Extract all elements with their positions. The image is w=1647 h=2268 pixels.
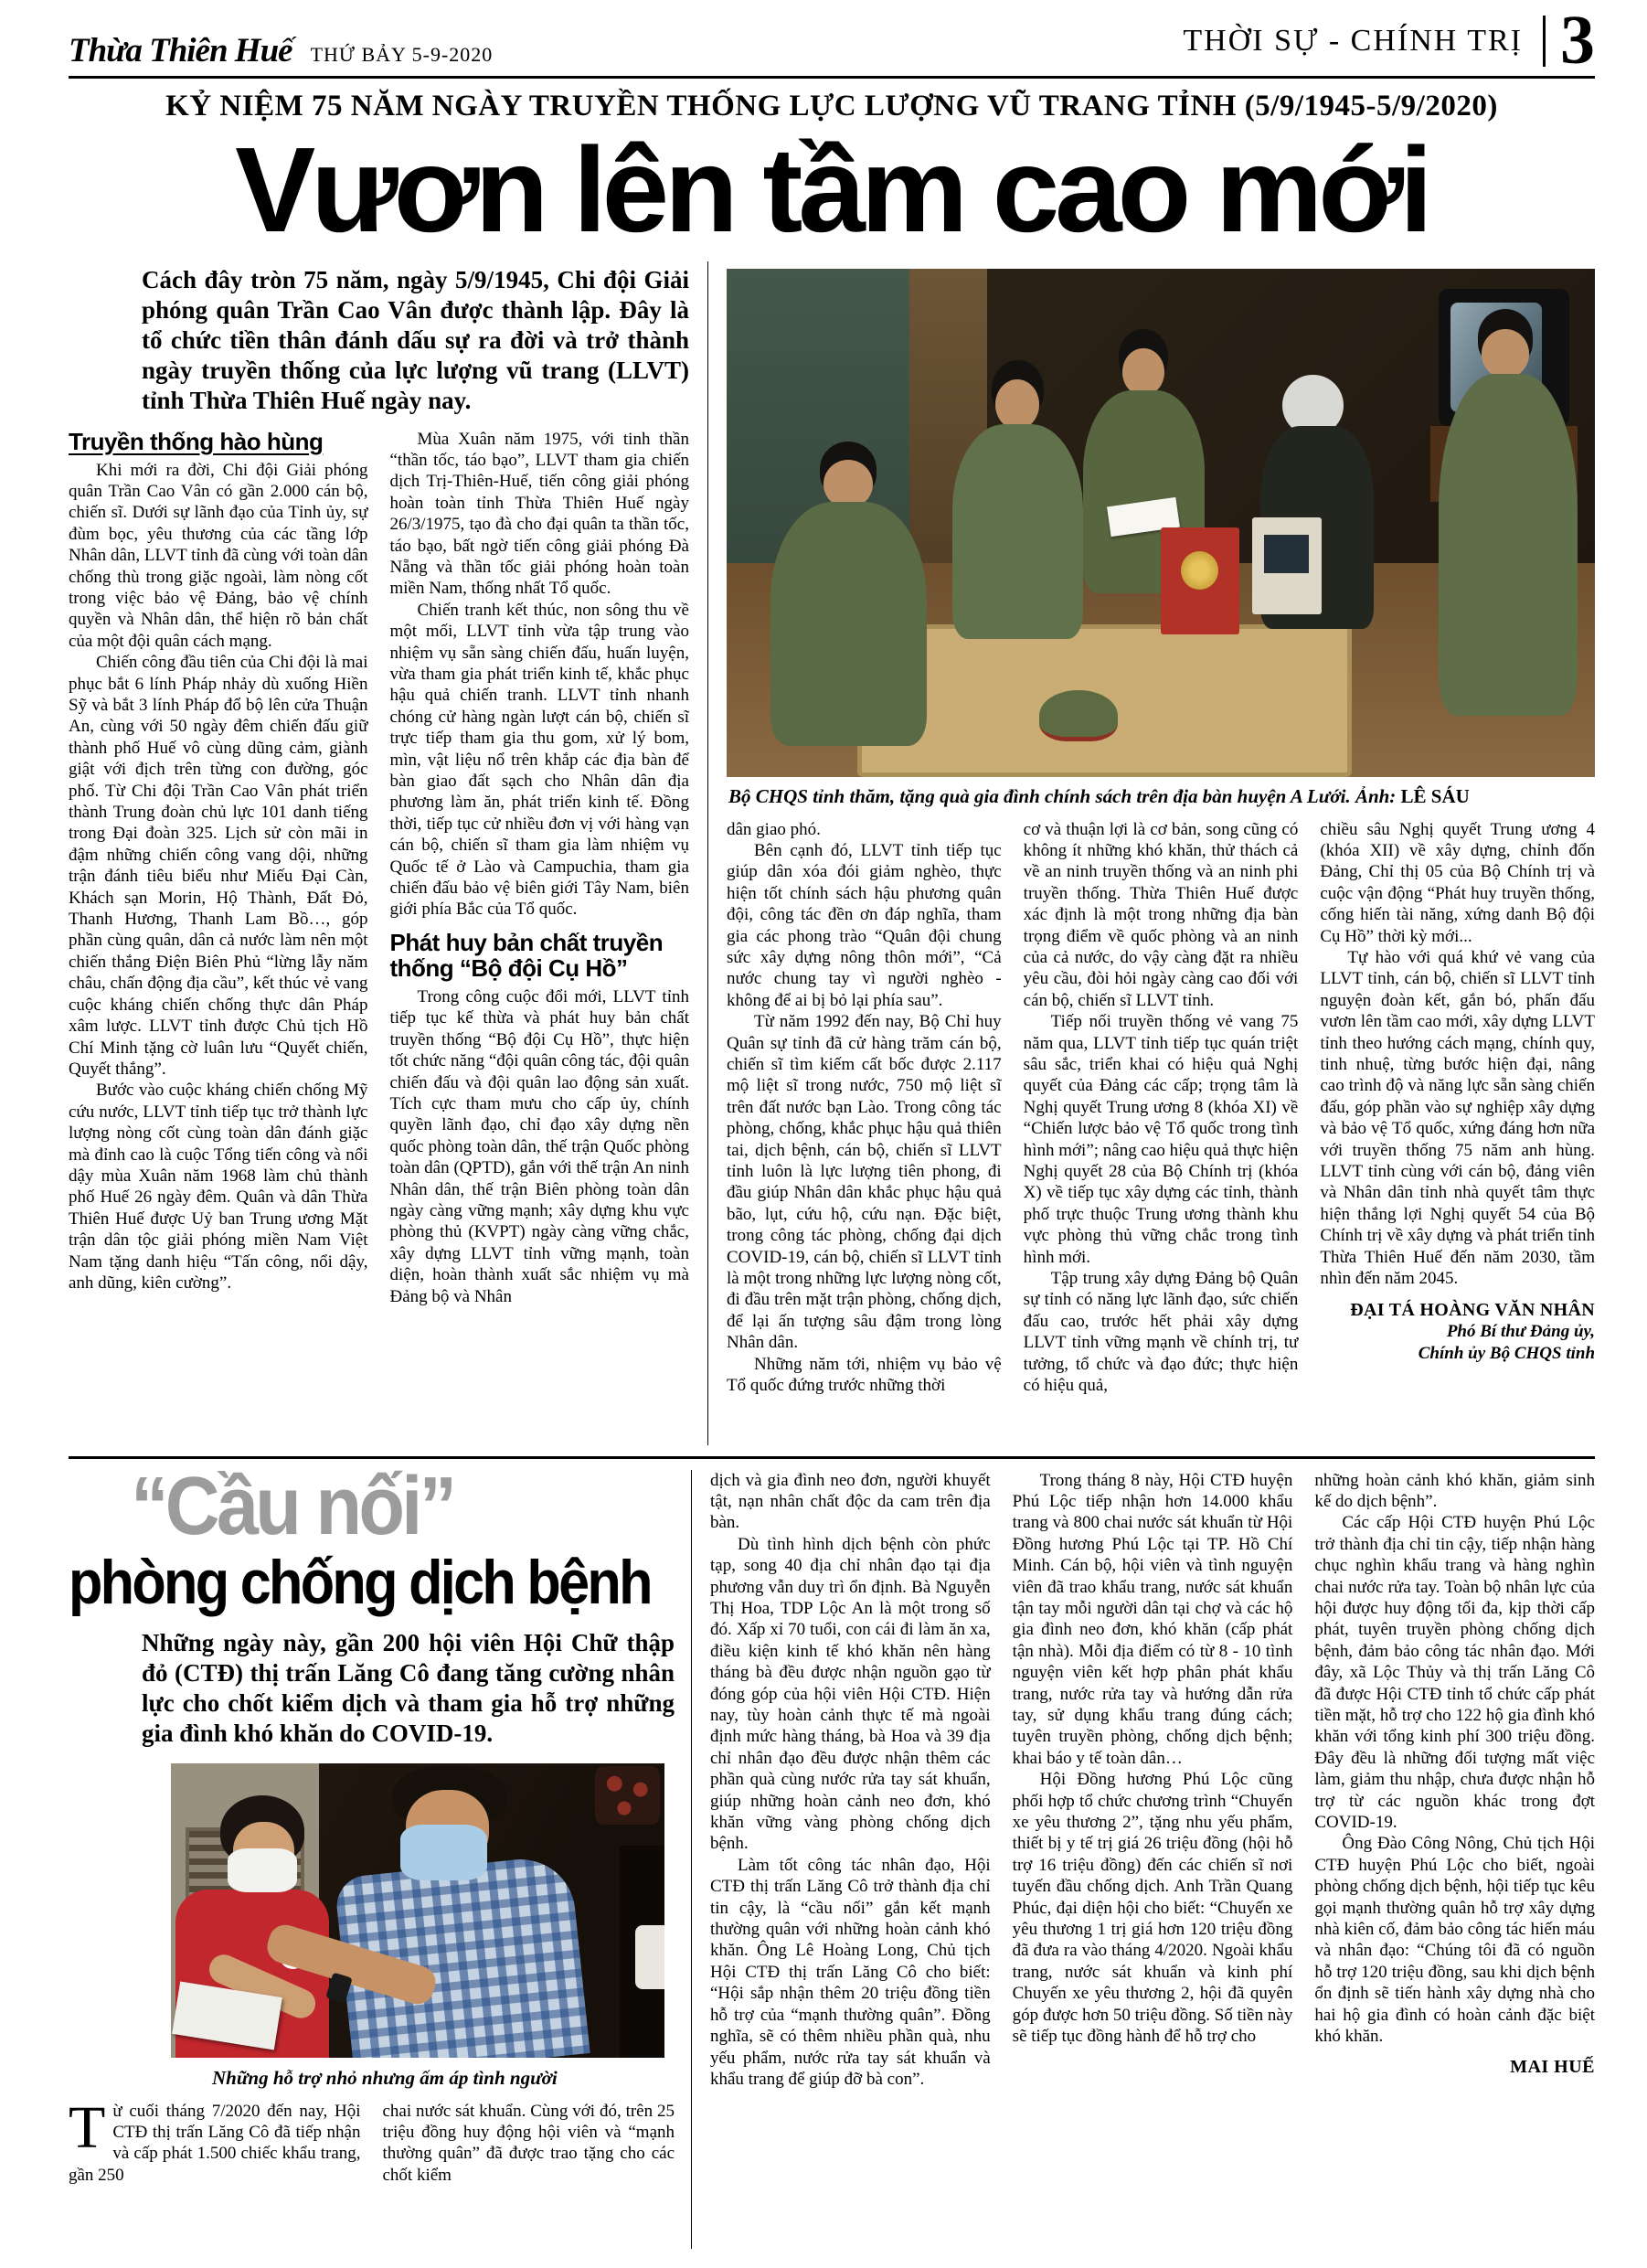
author-signature: ĐẠI TÁ HOÀNG VĂN NHÂN (1350, 1300, 1595, 1321)
text-column-c (710, 1470, 991, 2249)
article-main-right-region (708, 261, 1595, 1445)
caption-credit-name: LÊ SÁU (1400, 784, 1470, 807)
photo2-background-person-sleeve (635, 1925, 664, 1990)
masthead-logo: Thừa Thiên Huế (69, 32, 292, 69)
body-paragraph: Chiến công đầu tiên của Chi đội là mai phục bắt 6 lính Pháp nhảy dù xuống Hiền Sỹ và bắt 3 lính Pháp đổ bộ lên cửa Thuận An, cùng với 50 ngày đêm chiến đấu giữ thành phố Huế vô cùng dũng cảm, giành giật với địch trên từng con đường, góc phố. Từ Chi đội Trần Cao Vân phát triển thành Trung đoàn chủ lực 101 danh tiếng trong Đại đoàn 325. Lịch sử còn mãi in đậm những chiến công vang dội, những trận đánh tiêu biểu như Miếu Đại Càn, Khách sạn Morin, Hộ Thành, Đất Đỏ, Thanh Hương, Thanh Lam Bồ…, góp phần cùng quân, dân cả nước làm nên một chiến thắng Điện Biên Phủ “lừng lẫy năm châu, chấn động địa cầu”, kết thúc vẻ vang cuộc kháng chiến chống thực dân Pháp xâm lược. LLVT tỉnh được Chủ tịch Hồ Chí Minh tặng cờ luân lưu “Quyết chiến, Quyết thắng”. (69, 653, 368, 1079)
body-paragraph: Tiếp nối truyền thống vẻ vang 75 năm qua, LLVT tỉnh tiếp tục quán triệt sâu sắc, triển khai có hiệu quả Nghị quyết của Đảng các cấp; trọng tâm là Nghị quyết Trung ương 8 (khóa XI) về “Chiến lược bảo vệ Tổ quốc trong tình hình mới”; nâng cao hiệu quả thực hiện Nghị quyết 28 của Bộ Chính trị (khóa X) về tiếp tục xây dựng các tỉnh, thành phố trực thuộc Trung ương thành khu vực phòng thủ vững chắc trong tình hình mới. (1023, 1012, 1299, 1267)
body-paragraph: Bên cạnh đó, LLVT tỉnh tiếp tục giúp dân xóa đói giảm nghèo, thực hiện tốt chính sách hậu phương quân đội, công tác đền ơn đáp nghĩa, tham gia các phong trào “Quân đội chung sức xây dựng nông thôn mới”, “Cả nước chung tay vì người nghèo - không để ai bị bỏ lại phía sau”. (727, 840, 1002, 1010)
text-column-a (69, 2093, 361, 2187)
text-column-d (1013, 1470, 1293, 2249)
text-column-5 (1320, 819, 1595, 1445)
photo-soldier-2-head (995, 379, 1039, 430)
text-column-b (383, 2101, 675, 2187)
photo-soldier-1-head (824, 460, 874, 508)
photo2-volunteer-mask (228, 1848, 297, 1892)
body-paragraph: Các cấp Hội CTĐ huyện Phú Lộc trở thành địa chỉ tin cậy, tiếp nhận hàng chục nghìn khẩu trang và hàng nghìn chai nước rửa tay. Toàn bộ nhân lực của hội được huy động tối đa, kịp thời cấp phát, tuyên truyền phòng chống dịch bệnh, đảm bảo công tác nhân đạo. Mới đây, xã Lộc Thủy và thị trấn Lăng Cô đã được Hội CTĐ tỉnh tổ chức cấp phát tiền mặt, hỗ trợ cho 122 hộ gia đình khó khăn với tổng kinh phí 300 triệu đồng. Đây đều là những đối tượng mất việc làm, giảm thu nhập, chưa được nhận hỗ trợ từ các nguồn khác trong đợt COVID-19. (1314, 1513, 1595, 1833)
text-column-3 (727, 819, 1002, 1445)
page-header (69, 2, 1595, 80)
body-paragraph: Tự hào với quá khứ vẻ vang của LLVT tỉnh, cán bộ, chiến sĩ LLVT tỉnh nguyện đoàn kết, gắn bó, phấn đấu vươn lên tầm cao mới, xây dựng LLVT tỉnh theo hướng cách mạng, chính quy, tinh nhuệ, từng bước hiện đại, nâng cao trình độ và năng lực sẵn sàng chiến đấu, góp phần vào sự nghiệp xây dựng và bảo vệ Tổ quốc, xứng đáng hơn nữa với truyền thống 75 năm anh hùng. LLVT tỉnh cùng với cán bộ, đảng viên và Nhân dân tỉnh nhà quyết tâm thực hiện thắng lợi Nghị quyết 54 của Bộ Chính trị về xây dựng và phát triển tỉnh Thừa Thiên Huế đến năm 2030, tầm nhìn đến năm 2045. (1320, 947, 1595, 1289)
photo-soldier-1-uniform (770, 502, 927, 746)
body-paragraph: chai nước sát khuẩn. Cùng với đó, trên 25 triệu đồng huy động hội viên và “mạnh thường quân” đã được trao tặng cho các chốt kiểm (382, 2101, 675, 2185)
photo-soldier-2 (952, 360, 1083, 640)
text-column-4 (1024, 819, 1299, 1445)
body-paragraph: Làm tốt công tác nhân đạo, Hội CTĐ thị trấn Lăng Cô trở thành địa chỉ tin cậy, là “cầu nối” gắn kết mạnh thường quân với những hoàn cảnh khó khăn. Ông Lê Hoàng Long, Chủ tịch Hội CTĐ thị trấn Lăng Cô cho biết: “Hội sắp nhận thêm 20 triệu đồng tiền hỗ trợ của “mạnh thường quân”. Đồng nghĩa, sẽ có thêm nhiều phần quà, nhu yếu phẩm, nước rửa tay sát khuẩn và khẩu trang để giúp đỡ bà con”. (710, 1855, 991, 2089)
body-paragraph: Mùa Xuân năm 1975, với tinh thần “thần tốc, táo bạo”, LLVT tham gia chiến dịch Trị-Thiên-Huế, tiến công giải phóng hoàn toàn tỉnh Thừa Thiên Huế ngày 26/3/1975, tạo đà cho đại quân ta thần tốc, táo bạo, bất ngờ tiến công giải phóng Đà Nẵng và thần tốc giải phóng hoàn toàn miền Nam, thống nhất Tổ quốc. (389, 429, 689, 599)
body-paragraph: Trong công cuộc đổi mới, LLVT tỉnh tiếp tục kế thừa và phát huy bản chất truyền thống “Bộ đội Cụ Hồ”, thực hiện tốt chức năng “đội quân công tác, đội quân chiến đấu và đội quân lao động sản xuất. Tích cực tham mưu cho cấp ủy, chính quyền lãnh đạo, chỉ đạo xây dựng nền quốc phòng toàn dân, thế trận Quốc phòng toàn dân (QPTD), gắn với thế trận An ninh Nhân dân, thế trận Biên phòng toàn dân ngày càng vững mạnh; xây dựng khu vực phòng thủ (KVPT) ngày càng vững chắc, xây dựng LLVT tỉnh vững mạnh, toàn diện, hoàn thành xuất sắc nhiệm vụ mà Đảng bộ và Nhân (389, 986, 689, 1306)
article-second-feature-block (69, 1470, 692, 2249)
article-main-right-columns (727, 819, 1595, 1445)
photo-gift-bag-label (1264, 535, 1309, 573)
article-main-body (69, 261, 1595, 1445)
main-photo (727, 269, 1595, 777)
subhead-phat-huy: Phát huy bản chất truyền thống “Bộ đội Cụ Hồ” (389, 928, 664, 982)
dropcap-paragraph-text: ừ cuối tháng 7/2020 đến nay, Hội CTĐ thị trấn Lăng Cô đã tiếp nhận và cấp phát 1.500 chiếc khẩu trang, gần 250 (69, 2101, 361, 2185)
section-title: THỜI SỰ - CHÍNH TRỊ (1183, 23, 1523, 58)
article-headline: Vươn lên tầm cao mới (235, 122, 1429, 257)
body-paragraph: Những năm tới, nhiệm vụ bảo vệ Tổ quốc đứng trước những thời (727, 1354, 1002, 1396)
subhead-truyen-thong: Truyền thống hào hùng (69, 428, 324, 455)
body-paragraph: Hội Đồng hương Phú Lộc cũng phối hợp tổ chức chương trình “Chuyến xe yêu thương 2”, tặng nhu yếu phẩm, thiết bị y tế trị giá 26 triệu đồng (hội hỗ trợ 16 triệu đồng) đến các chiến sĩ nơi tuyến đầu chống dịch. Anh Trần Quang Phúc, đại diện hội cho biết: “Chuyến xe yêu thương 1 trị giá hơn 120 triệu đồng đã đưa ra vào tháng 4/2020. Ngoài khẩu trang, nước sát khuẩn và kinh phí Chuyến xe yêu thương 2, hội đã quyên góp được hơn 50 triệu đồng. Số tiền này sẽ tiếp tục đồng hành để hỗ trợ cho (1012, 1770, 1293, 2047)
article-second-byline: MAI HUẾ (1510, 2056, 1595, 2077)
article-second-lead: Những ngày này, gần 200 hội viên Hội Chữ thập đỏ (CTĐ) thị trấn Lăng Cô đang tăng cường nhân lực cho chốt kiểm dịch và tham gia hỗ trợ những gia đình khó khăn do COVID-19. (142, 1628, 675, 1747)
author-role-2: Chính ủy Bộ CHQS tỉnh (1418, 1344, 1595, 1364)
body-paragraph: Trong tháng 8 này, Hội CTĐ huyện Phú Lộc tiếp nhận hơn 14.000 khẩu trang và 800 chai nước sát khuẩn từ Hội Đồng hương Phú Lộc tại TP. Hồ Chí Minh. Cán bộ, hội viên và tình nguyện viên đã trao khẩu trang, nước sát khuẩn tận tay mỗi người dân tại chợ và các hộ gia đình neo đơn, khó khăn (cấp phát tận nhà). Mỗi địa điểm có từ 8 - 10 tình nguyện viên kết hợp phân phát khẩu trang, nước rửa tay và hướng dẫn rửa tay, sử dụng khẩu trang đúng cách; tuyên truyền phòng, chống dịch bệnh; khai báo y tế toàn dân… (1012, 1470, 1293, 1768)
body-paragraph: dịch và gia đình neo đơn, người khuyết tật, nạn nhân chất độc da cam trên địa bàn. (710, 1470, 991, 1533)
header-divider-bar (1543, 16, 1546, 67)
header-right (1183, 2, 1595, 80)
photo-military-cap (1039, 690, 1118, 741)
photo-soldier-4-head (1482, 329, 1529, 378)
text-column-1 (69, 429, 368, 1398)
photo-gift-bag-red (1161, 527, 1239, 634)
caption-credit-label: Ảnh: (1355, 784, 1397, 807)
body-paragraph: Chiến tranh kết thúc, non sông thu về một mối, LLVT tỉnh vừa tập trung vào nhiệm vụ sẵn sàng chiến đấu, huấn luyện, vừa tham gia phát triển kinh tế, khắc phục hậu quả chiến tranh. LLVT tỉnh nhanh chóng cử hàng ngàn lượt cán bộ, chiến sĩ trực tiếp tham gia thu gom, xử lý bom, mìn, vật liệu nổ trên khắp các địa bàn để bàn giao đất sạch cho Nhân dân địa phương làm ăn, phát triển kinh tế. Đồng thời, tiếp tục cử nhiều đơn vị với hàng vạn cán bộ, chiến sĩ tham gia làm nhiệm vụ Quốc tế ở Lào và Campuchia, tham gia chiến đấu bảo vệ biên giới Tây Nam, biên giới phía Bắc của Tổ quốc. (389, 600, 689, 920)
photo-gift-bag-white (1252, 517, 1322, 614)
body-paragraph: Khi mới ra đời, Chi đội Giải phóng quân Trần Cao Vân có gần 2.000 cán bộ, chiến sĩ. Dưới sự lãnh đạo của Tỉnh ủy, sự đùm bọc, yêu thương của các tầng lớp Nhân dân, LLVT tỉnh đã cùng với toàn dân chống thù trong giặc ngoài, làm nòng cốt trong việc bảo vệ Đảng, bảo vệ chính quyền và Nhân dân, thể hiện rõ bản chất của một đội quân cách mạng. (69, 460, 368, 651)
body-paragraph: Tập trung xây dựng Đảng bộ Quân sự tỉnh có năng lực lãnh đạo, sức chiến đấu cao, trước hết phải xây dựng LLVT tỉnh vững mạnh về chính trị, tư tưởng, tổ chức và đạo đức; thực hiện có hiệu quả, (1023, 1269, 1299, 1396)
body-paragraph: Bước vào cuộc kháng chiến chống Mỹ cứu nước, LLVT tỉnh tiếp tục trở thành lực lượng nòng cốt cùng toàn dân đánh giặc mà đỉnh cao là cuộc Tổng tiến công và nổi dậy mùa Xuân năm 1968 làm chủ thành phố Huế 26 ngày đêm. Quân và dân Thừa Thiên Huế được Uỷ ban Trung ương Mặt trận dân tộc giải phóng miền Nam Việt Nam tặng danh hiệu “Tấn công, nổi dậy, anh dũng, kiên cường”. (69, 1081, 368, 1293)
caption-text: Bộ CHQS tỉnh thăm, tặng quà gia đình chính sách trên địa bàn huyện A Lưới. (728, 784, 1351, 807)
article-second-columns (692, 1470, 1595, 2249)
body-paragraph: Ông Đào Công Nông, Chủ tịch Hội CTĐ huyện Phú Lộc cho biết, ngoài phòng chống dịch bệnh, hội tiếp tục kêu gọi mạnh thường quân hỗ trợ xây dựng nhà kiên cố, đảm bảo công tác hiến máu và nhân đạo: “Chúng tôi đã có nguồn hỗ trợ 120 triệu đồng, sau khi dịch bệnh ổn định sẽ tiến hành xây dựng nhà cho hai hộ gia đình có hoàn cảnh đặc biệt khó khăn. (1314, 1834, 1595, 2047)
article-second-title: phòng chống dịch bệnh (69, 1547, 651, 1617)
photo2-man-mask (400, 1825, 487, 1880)
author-role-1: Phó Bí thư Đảng ủy, (1446, 1322, 1595, 1342)
second-photo-caption: Những hỗ trợ nhỏ nhưng ấm áp tình người (212, 2066, 558, 2089)
main-photo-caption (728, 785, 1593, 808)
second-photo (171, 1763, 664, 2058)
article-main (69, 90, 1595, 1445)
photo-soldier-4 (1439, 309, 1578, 716)
body-paragraph (69, 2093, 361, 2187)
article-second-title-quote: “Cầu nối” (131, 1469, 454, 1552)
article-second (69, 1470, 1595, 2249)
header-left (69, 31, 493, 70)
body-paragraph: dân giao phó. (727, 819, 821, 839)
photo2-decor-flowers (595, 1766, 659, 1825)
article-main-left-region (69, 261, 708, 1445)
body-paragraph: Dù tình hình dịch bệnh còn phức tạp, song 40 địa chỉ nhân đạo tại địa phương vẫn duy trì ổn định. Bà Nguyễn Thị Hoa, TDP Lộc An là một trong số đó. Xấp xỉ 70 tuổi, con cái đi làm ăn xa, điều kiện kinh tế khó khăn nên hàng tháng bà đều được nhận nguồn gạo từ đóng góp của hội viên Hội CTĐ. Hiện nay, tùy hoàn cảnh thực tế mà ngoài định mức hàng tháng, bà Hoa và 39 địa chỉ nhân đạo đều được nhận thêm các phần quà cùng nước rửa tay sát khuẩn, giúp những hoàn cảnh neo đơn, khó khăn vững vàng phòng chống dịch bệnh. (710, 1534, 991, 1854)
body-paragraph: cơ và thuận lợi là cơ bản, song cũng có không ít những khó khăn, thử thách cả về an ninh truyền thống và an ninh phi truyền thống. Thừa Thiên Huế được xác định là một trong những địa bàn trọng điểm về quốc phòng và an ninh của cả nước, do vậy càng đặt ra nhiều yêu cầu, đòi hỏi ngày càng cao đối với cán bộ, chiến sĩ LLVT tỉnh. (1023, 819, 1299, 1010)
issue-date: THỨ BẢY 5-9-2020 (310, 43, 494, 66)
photo-gift-bag-emblem (1181, 551, 1218, 590)
article-kicker: KỶ NIỆM 75 NĂM NGÀY TRUYỀN THỐNG LỰC LƯỢNG VŨ TRANG TỈNH (5/9/1945-5/9/2020) (165, 90, 1498, 122)
photo-soldier-4-uniform (1439, 374, 1578, 716)
text-column-2 (390, 429, 690, 1398)
article-main-left-columns (69, 429, 689, 1398)
photo-soldier-2-uniform (952, 424, 1083, 639)
photo-soldier-3-head (1122, 348, 1164, 396)
text-column-e (1314, 1470, 1595, 2249)
article-divider (69, 1456, 1595, 1459)
photo-soldier-1 (770, 442, 927, 747)
drop-cap: T (69, 2093, 106, 2161)
body-paragraph: Từ năm 1992 đến nay, Bộ Chỉ huy Quân sự tỉnh đã cử hàng trăm cán bộ, chiến sĩ tìm kiếm cất bốc được 2.117 mộ liệt sĩ trong nước, 750 mộ liệt sĩ trên đất nước bạn Lào. Trong công tác phòng, chống, khắc phục hậu quả thiên tai, dịch bệnh, cán bộ, chiến sĩ LLVT tỉnh luôn là lực lượng tiên phong, đi đầu giúp Nhân dân khắc phục hậu quả bão, lụt, cứu hộ, cứu nạn. Đặc biệt, trong công tác phòng, chống đại dịch COVID-19, cán bộ, chiến sĩ LLVT tỉnh là một trong những lực lượng nòng cốt, đi đầu trên mặt trận phòng, chống dịch, để lại ấn tượng sâu đậm trong lòng Nhân dân. (727, 1012, 1002, 1353)
body-paragraph: chiều sâu Nghị quyết Trung ương 4 (khóa XII) về xây dựng, chỉnh đốn Đảng, Chỉ thị 05 của Bộ Chính trị và cuộc vận động “Phát huy truyền thống, cống hiến tài năng, xứng danh Bộ đội Cụ Hồ” thời kỳ mới... (1320, 819, 1595, 946)
article-second-mini-columns (69, 2093, 675, 2187)
page-number: 3 (1560, 2, 1595, 80)
article-lead: Cách đây tròn 75 năm, ngày 5/9/1945, Chi đội Giải phóng quân Trần Cao Vân được thành lập. Đây là tổ chức tiền thân đánh dấu sự ra đời và trở thành ngày truyền thống của lực lượng vũ trang (LLVT) tỉnh Thừa Thiên Huế ngày nay. (142, 265, 689, 414)
body-paragraph: những hoàn cảnh khó khăn, giảm sinh kế do dịch bệnh”. (1314, 1470, 1595, 1511)
